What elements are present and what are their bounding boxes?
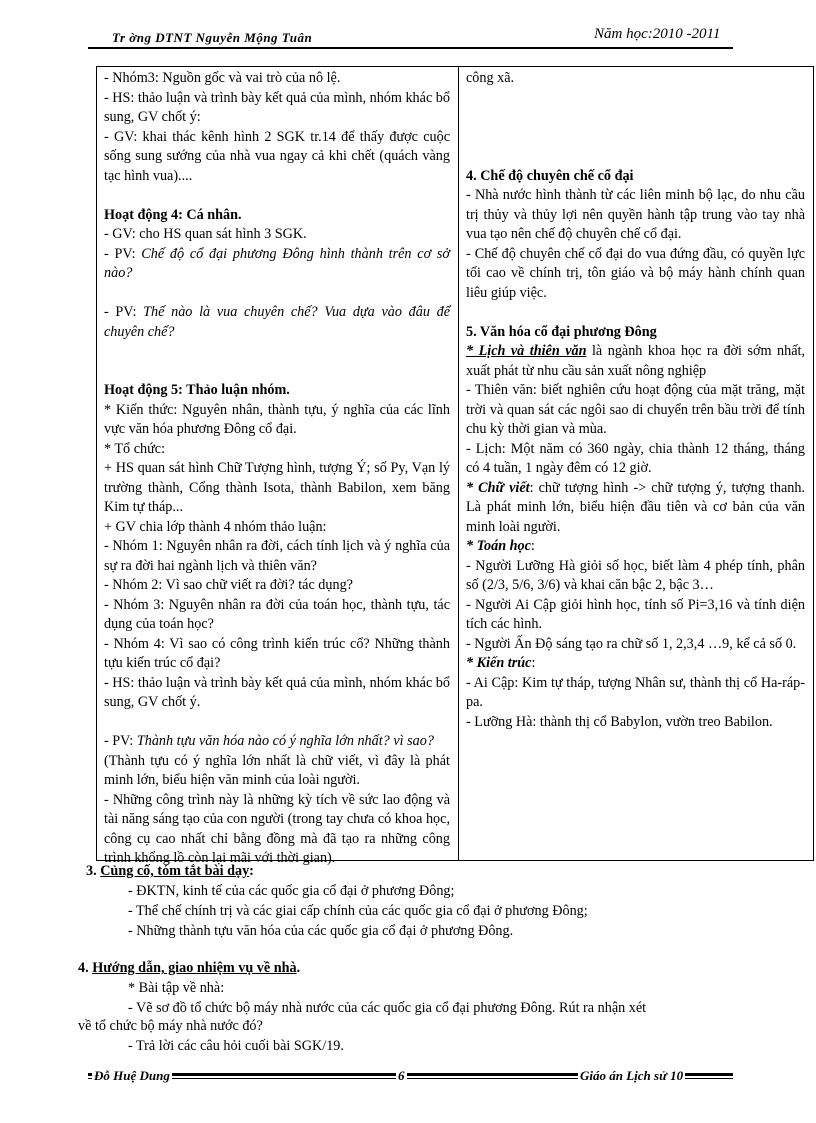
right-para: - Lưỡng Hà: thành thị cổ Babylon, vườn treo Babilon. bbox=[466, 713, 773, 730]
footer-page-number: 6 bbox=[398, 1068, 405, 1083]
right-para: * Chữ viết: chữ tượng hình -> chữ tượng ý, tượng thanh. Là phát minh lớn, biểu hiện đầu tiên và cơ bản của văn minh loài người. bbox=[466, 479, 805, 535]
right-para: - Ai Cập: Kim tự tháp, tượng Nhân sư, thành thị cổ Ha-ráp-pa. bbox=[466, 674, 805, 710]
header-rule bbox=[88, 47, 733, 49]
left-para: (Thành tựu có ý nghĩa lớn nhất là chữ viết, vì đây là phát minh lớn, biểu hiện văn minh của loài người. bbox=[104, 752, 450, 788]
right-para: - Người Ấn Độ sáng tạo ra chữ số 1, 2,3,4 …9, kể cả số 0. bbox=[466, 635, 797, 652]
section-4-heading: 4. Chế độ chuyên chế cổ đại bbox=[466, 167, 634, 184]
left-para: + HS quan sát hình Chữ Tượng hình, tượng Ý; số Py, Vạn lý trường thành, Cổng thành Isota, thành Babilon, xem băng Kim tự tháp... bbox=[104, 460, 450, 515]
left-column bbox=[104, 69, 450, 869]
lesson-table bbox=[96, 66, 814, 866]
section-3-item: - Những thành tựu văn hóa của các quốc gia cổ đại ở phương Đông. bbox=[128, 923, 514, 939]
header-school: Tr ờng DTNT Nguyễn Mộng Tuân bbox=[112, 30, 313, 45]
section-4-item: * Bài tập về nhà: bbox=[128, 980, 225, 996]
left-para: - Nhóm 1: Nguyên nhân ra đời, cách tính lịch và ý nghĩa của sự ra đời hai ngành lịch và thiên văn? bbox=[104, 538, 450, 574]
left-para: - Nhóm 2: Vì sao chữ viết ra đời? tác dụng? bbox=[104, 577, 353, 593]
left-para: - HS: thảo luận và trình bày kết quả của mình, nhóm khác bổ sung, GV chốt ý: bbox=[104, 89, 450, 125]
left-para: - PV: Thế nào là vua chuyên chế? Vua dựa vào đâu để chuyên chế? bbox=[104, 304, 450, 340]
right-para: * Kiến trúc: bbox=[466, 655, 536, 671]
column-divider bbox=[458, 67, 459, 860]
left-para: - GV: khai thác kênh hình 2 SGK tr.14 để thấy được cuộc sống sung sướng của nhà vua ngay cả khi chết (quách vàng tạc hình vua).... bbox=[104, 128, 450, 184]
section-4-item: - Vẽ sơ đồ tổ chức bộ máy nhà nước của các quốc gia cổ đại phương Đông. Rút ra nhận xét bbox=[128, 1000, 647, 1016]
right-column bbox=[466, 69, 805, 732]
right-para: - Người Ai Cập giỏi hình học, tính số Pi=3,16 và tính diện tích các hình. bbox=[466, 596, 805, 632]
left-para: + GV chia lớp thành 4 nhóm thảo luận: bbox=[104, 518, 327, 535]
right-para: - Nhà nước hình thành từ các liên minh bộ lạc, do nhu cầu trị thủy và thủy lợi nên quyền hành tập trung vào tay nhà vua tạo nên chế độ chuyên chế cổ đại. bbox=[466, 187, 805, 242]
activity-5-heading: Hoạt động 5: Thảo luận nhóm. bbox=[104, 382, 290, 398]
right-para: công xã. bbox=[466, 70, 515, 86]
left-para: - Nhóm 4: Vì sao có công trình kiến trúc cổ? Những thành tựu kiến trúc cổ đại? bbox=[104, 635, 450, 671]
right-para: - Người Lưỡng Hà giỏi số học, biết làm 4 phép tính, phân số (2/3, 5/6, 3/6) và khai căn bậc 2, bậc 3… bbox=[466, 557, 805, 593]
footer-author: Đỗ Huệ Dung bbox=[94, 1068, 170, 1083]
right-para: - Thiên văn: biết nghiên cứu hoạt động của mặt trăng, mặt trời và quan sát các ngôi sao di chuyển trên bầu trời để tính chu kỳ thời gian và mùa. bbox=[466, 382, 805, 437]
section-4-item: về tổ chức bộ máy nhà nước đó? bbox=[78, 1018, 263, 1034]
left-para: - Nhóm3: Nguồn gốc và vai trò của nô lệ. bbox=[104, 70, 341, 86]
footer-title: Giáo án Lịch sử 10 bbox=[580, 1068, 684, 1083]
left-para: - PV: Chế độ cổ đại phương Đông hình thành trên cơ sở nào? bbox=[104, 245, 451, 281]
section-4-title: 4. Hướng dẫn, giao nhiệm vụ về nhà. bbox=[78, 960, 301, 976]
left-para: * Tổ chức: bbox=[104, 440, 166, 457]
left-para: - HS: thảo luận và trình bày kết quả của mình, nhóm khác bổ sung, GV chốt ý. bbox=[104, 674, 450, 710]
right-para: * Toán học: bbox=[466, 538, 535, 554]
left-para: - PV: Thành tựu văn hóa nào có ý nghĩa lớn nhất? vì sao? bbox=[104, 733, 434, 749]
right-para: * Lịch và thiên văn là ngành khoa học ra đời sớm nhất, xuất phát từ nhu cầu sản xuất nông nghiệp bbox=[466, 343, 805, 379]
section-3-item: - Thể chế chính trị và các giai cấp chính của các quốc gia cổ đại ở phương Đông; bbox=[128, 903, 588, 919]
header-year: Năm học:2010 -2011 bbox=[594, 26, 721, 42]
right-para: - Chế độ chuyên chế cổ đại do vua đứng đầu, có quyền lực tối cao về chính trị, tôn giáo và bộ máy hành chính quan liêu giúp việc. bbox=[466, 245, 805, 301]
activity-4-heading: Hoạt động 4: Cá nhân. bbox=[104, 206, 242, 223]
section-4-item: - Trả lời các câu hỏi cuối bài SGK/19. bbox=[128, 1038, 344, 1054]
left-para: * Kiến thức: Nguyên nhân, thành tựu, ý nghĩa của các lĩnh vực văn hóa phương Đông cổ đại. bbox=[104, 401, 450, 437]
section-3-title: 3. Củng cố, tóm tắt bài dạy: bbox=[86, 863, 254, 879]
left-para: - Những công trình này là những kỳ tích về sức lao động và tài năng sáng tạo của con người (trong tay chưa có khoa học, công cụ cao nhất chỉ bằng đồng mà đã tạo ra những công trình khổng lồ còn lại mãi với thời gian). bbox=[104, 791, 450, 866]
left-para: - Nhóm 3: Nguyên nhân ra đời của toán học, thành tựu, tác dụng của toán học? bbox=[104, 596, 450, 632]
left-para: - GV: cho HS quan sát hình 3 SGK. bbox=[104, 226, 307, 242]
section-5-heading: 5. Văn hóa cổ đại phương Đông bbox=[466, 323, 657, 340]
section-3-item: - ĐKTN, kinh tế của các quốc gia cổ đại ở phương Đông; bbox=[128, 883, 455, 899]
right-para: - Lịch: Một năm có 360 ngày, chia thành 12 tháng, tháng có 4 tuần, 1 ngày đêm có 12 giờ. bbox=[466, 440, 805, 476]
